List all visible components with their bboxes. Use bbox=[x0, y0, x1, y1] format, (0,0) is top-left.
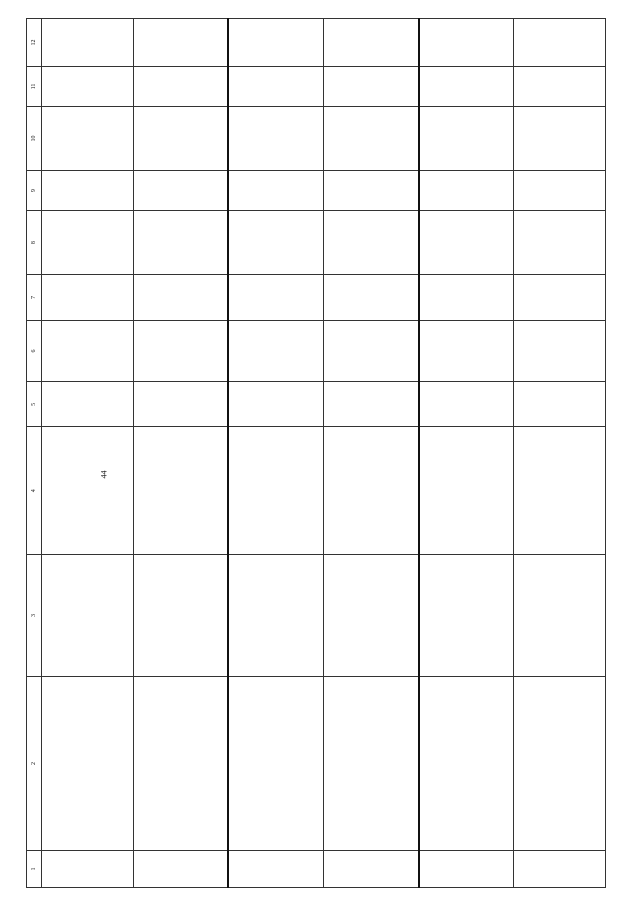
table-cell bbox=[133, 67, 228, 107]
table-cell bbox=[228, 67, 323, 107]
table-cell bbox=[228, 171, 323, 211]
header-cell: 9 bbox=[27, 171, 42, 211]
table-cell bbox=[228, 676, 323, 850]
table-cell bbox=[228, 554, 323, 676]
table-cell bbox=[228, 275, 323, 320]
header-cell: 11 bbox=[27, 67, 42, 107]
table-cell bbox=[133, 320, 228, 382]
table-cell bbox=[419, 171, 514, 211]
table-cell bbox=[133, 106, 228, 170]
table-cell bbox=[133, 171, 228, 211]
table-cell bbox=[419, 210, 514, 274]
table-cell bbox=[133, 19, 228, 67]
table-row bbox=[42, 19, 134, 888]
table-cell bbox=[323, 676, 418, 850]
document-table-container bbox=[26, 18, 606, 888]
table-cell bbox=[419, 427, 514, 554]
table-cell bbox=[514, 67, 606, 107]
table-cell bbox=[514, 320, 606, 382]
table-cell bbox=[419, 106, 514, 170]
table-cell bbox=[419, 19, 514, 67]
table-cell bbox=[133, 427, 228, 554]
table-cell bbox=[323, 320, 418, 382]
table-cell bbox=[323, 554, 418, 676]
table-cell bbox=[323, 210, 418, 274]
table-cell bbox=[514, 427, 606, 554]
table-cell bbox=[323, 275, 418, 320]
table-cell bbox=[419, 676, 514, 850]
table-cell bbox=[514, 554, 606, 676]
table-cell bbox=[228, 382, 323, 427]
table-cell bbox=[514, 851, 606, 888]
table-cell bbox=[42, 382, 134, 427]
table-cell bbox=[323, 67, 418, 107]
table-cell bbox=[514, 275, 606, 320]
table-cell bbox=[133, 210, 228, 274]
table-cell bbox=[42, 554, 134, 676]
table-cell bbox=[323, 382, 418, 427]
table-cell bbox=[133, 554, 228, 676]
header-cell: 1 bbox=[27, 851, 42, 888]
header-cell: 2 bbox=[27, 676, 42, 850]
table-cell bbox=[419, 320, 514, 382]
table-cell bbox=[228, 427, 323, 554]
table-cell bbox=[42, 851, 134, 888]
table-cell bbox=[419, 851, 514, 888]
table-cell bbox=[514, 171, 606, 211]
table-cell bbox=[228, 19, 323, 67]
table-cell bbox=[133, 382, 228, 427]
table-cell bbox=[323, 171, 418, 211]
table-row bbox=[323, 19, 418, 888]
table-cell bbox=[323, 851, 418, 888]
table-cell bbox=[42, 320, 134, 382]
table-row bbox=[419, 19, 514, 888]
table-cell bbox=[323, 19, 418, 67]
header-cell: 6 bbox=[27, 320, 42, 382]
table-cell bbox=[419, 554, 514, 676]
table-cell bbox=[42, 275, 134, 320]
header-cell: 10 bbox=[27, 106, 42, 170]
table-cell bbox=[323, 106, 418, 170]
page-number: 44 bbox=[99, 470, 109, 479]
table-cell bbox=[514, 676, 606, 850]
table-cell bbox=[42, 210, 134, 274]
table-cell bbox=[42, 67, 134, 107]
table-cell bbox=[514, 382, 606, 427]
table-cell bbox=[133, 676, 228, 850]
table-cell bbox=[514, 106, 606, 170]
header-cell: 4 bbox=[27, 427, 42, 554]
table-cell bbox=[323, 427, 418, 554]
table-cell bbox=[133, 275, 228, 320]
table-row bbox=[228, 19, 323, 888]
table-cell bbox=[42, 676, 134, 850]
table-cell bbox=[42, 106, 134, 170]
table-row bbox=[514, 19, 606, 888]
table-cell bbox=[42, 427, 134, 554]
table-cell bbox=[42, 19, 134, 67]
table-cell bbox=[228, 106, 323, 170]
header-cell: 7 bbox=[27, 275, 42, 320]
document-table bbox=[26, 18, 606, 888]
header-cell: 12 bbox=[27, 19, 42, 67]
table-cell bbox=[514, 19, 606, 67]
table-cell bbox=[228, 851, 323, 888]
table-cell bbox=[419, 275, 514, 320]
table-cell bbox=[419, 382, 514, 427]
table-header-row bbox=[27, 19, 42, 888]
table-cell bbox=[514, 210, 606, 274]
header-cell: 8 bbox=[27, 210, 42, 274]
table-cell bbox=[133, 851, 228, 888]
header-cell: 5 bbox=[27, 382, 42, 427]
table-cell bbox=[419, 67, 514, 107]
header-cell: 3 bbox=[27, 554, 42, 676]
table-row bbox=[133, 19, 228, 888]
table-cell bbox=[228, 210, 323, 274]
table-cell bbox=[42, 171, 134, 211]
table-cell bbox=[228, 320, 323, 382]
